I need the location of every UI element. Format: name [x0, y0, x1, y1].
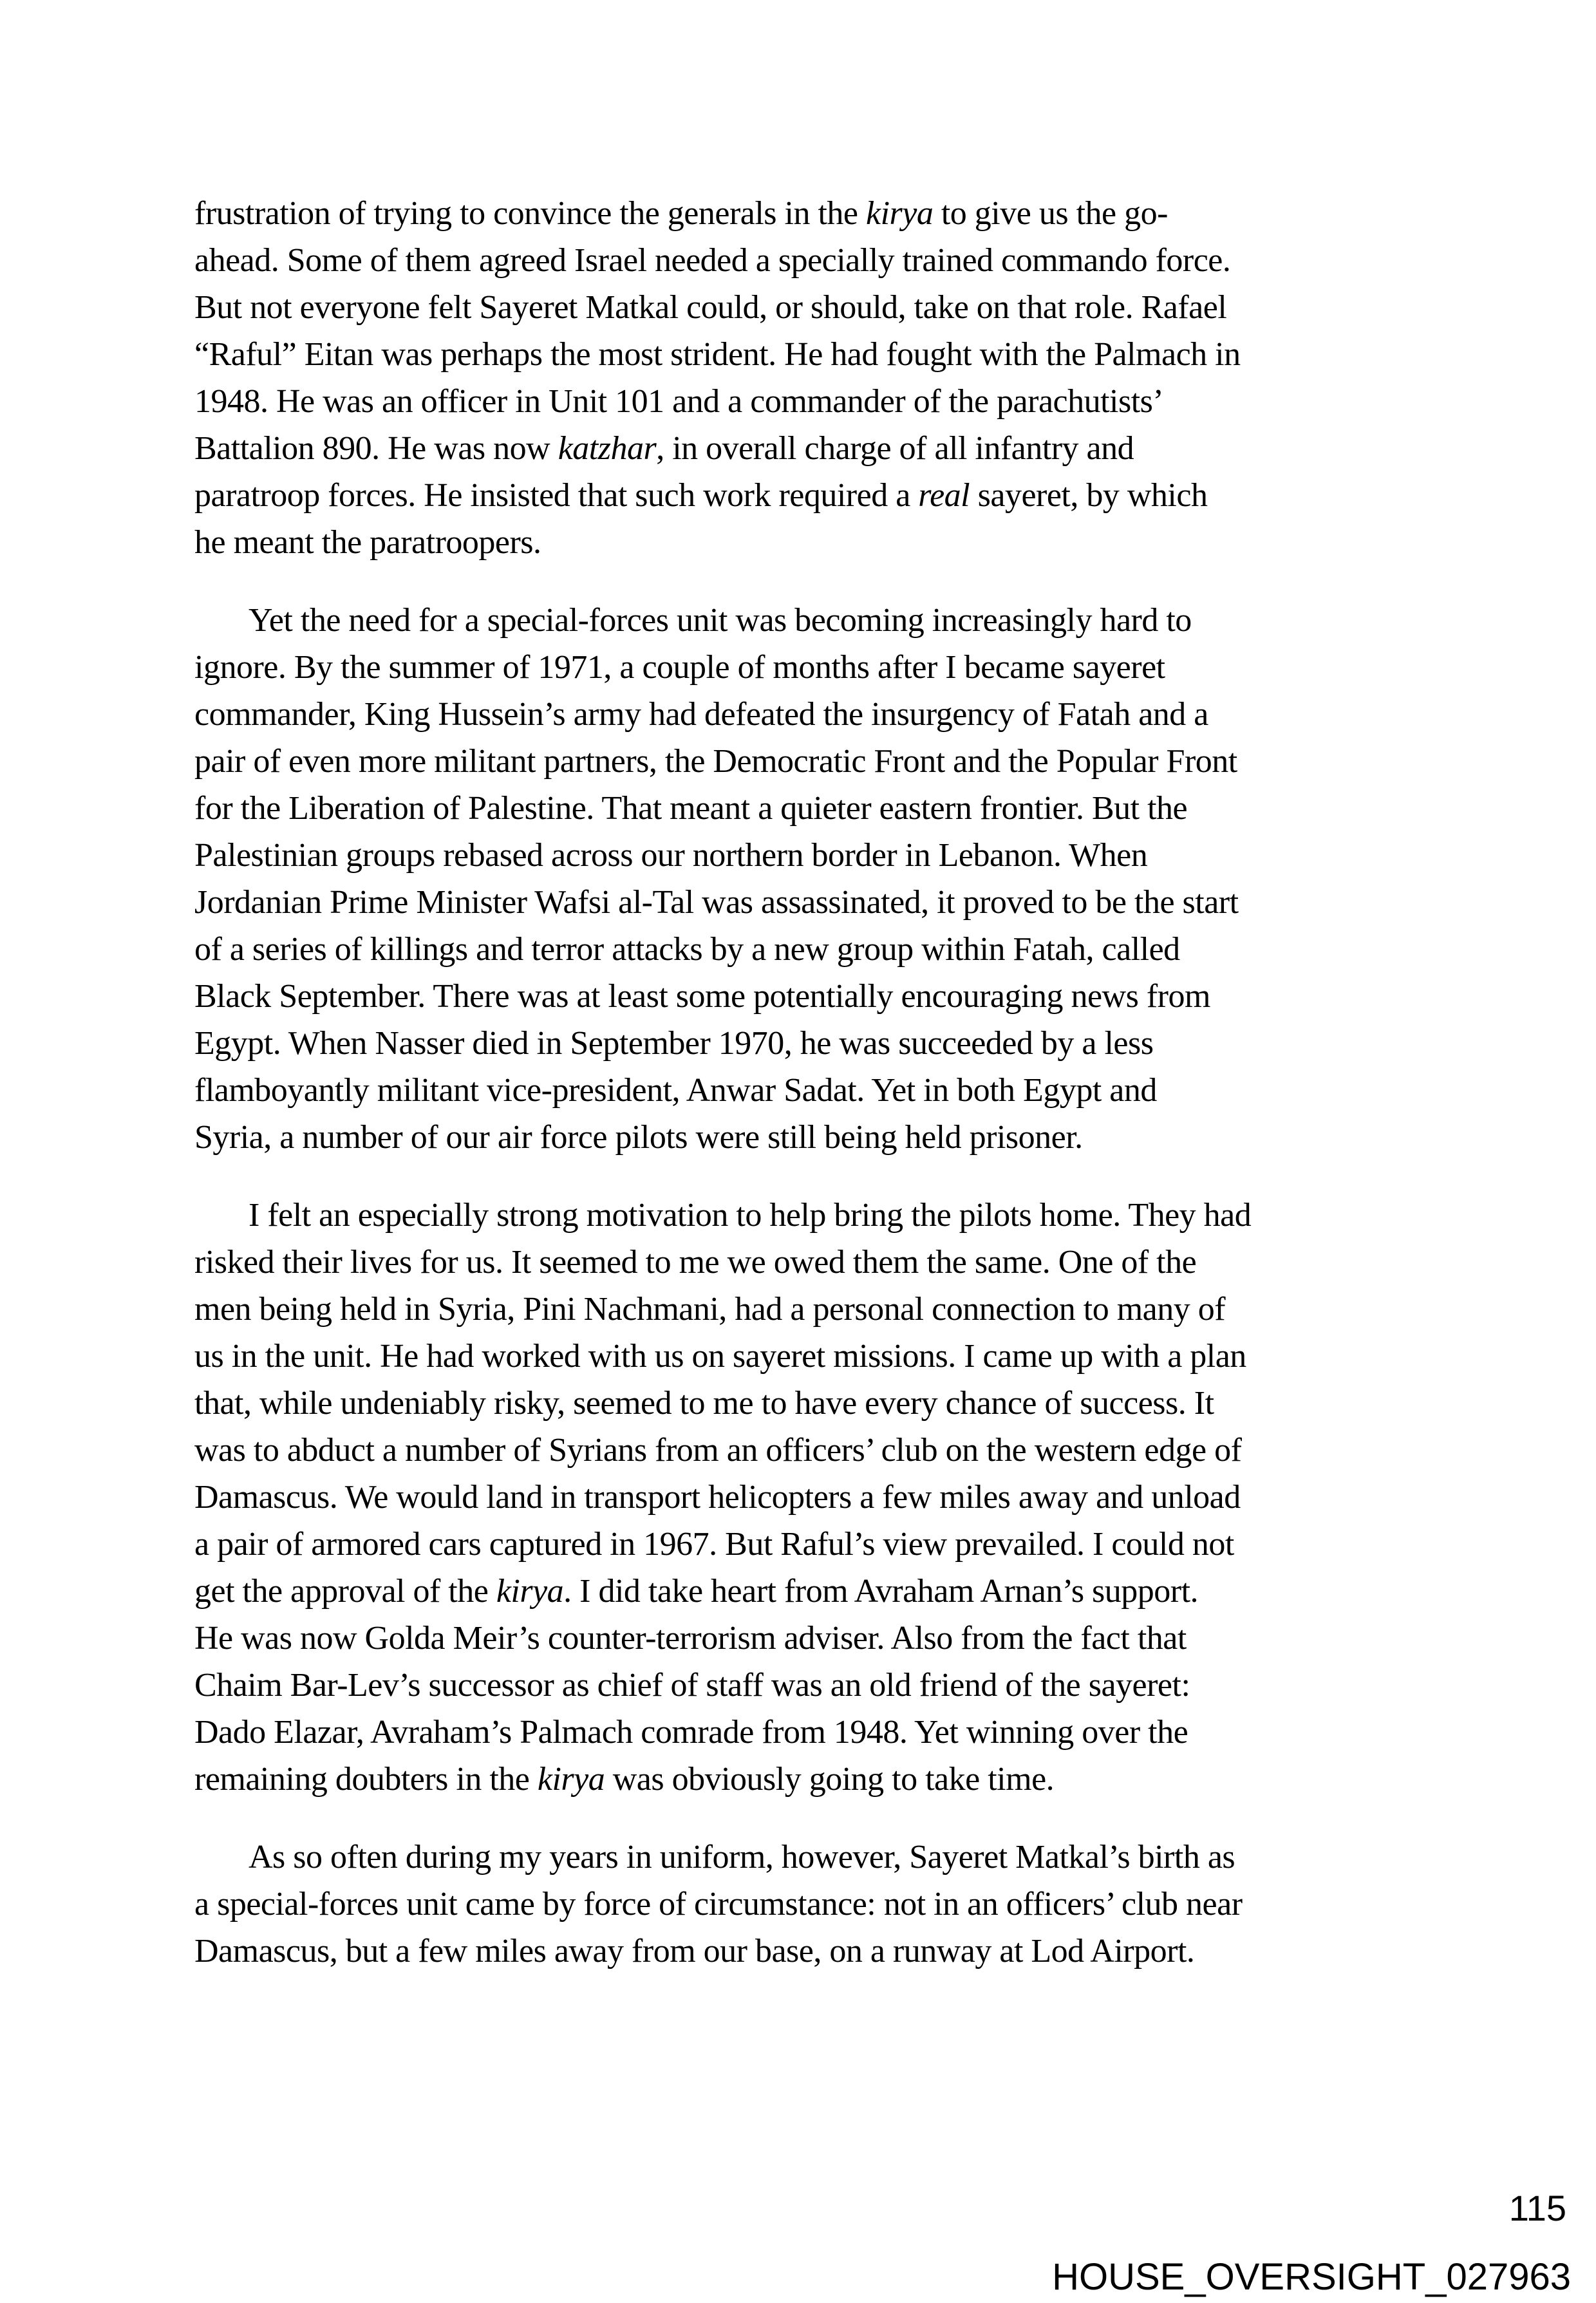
text-line: Damascus. We would land in transport helicopters a few miles away and unload [194, 1479, 1241, 1516]
text-line: paratroop forces. He insisted that such work required a real sayeret, by which [194, 477, 1208, 514]
text-line: he meant the paratroopers. [194, 524, 541, 561]
text-line: commander, King Hussein’s army had defeated the insurgency of Fatah and a [194, 696, 1208, 733]
text-line: us in the unit. He had worked with us on sayeret missions. I came up with a plan [194, 1338, 1246, 1375]
text-line: Dado Elazar, Avraham’s Palmach comrade from 1948. Yet winning over the [194, 1714, 1188, 1751]
text-line: Palestinian groups rebased across our northern border in Lebanon. When [194, 837, 1148, 874]
text-line: I felt an especially strong motivation to help bring the pilots home. They had [249, 1197, 1252, 1234]
text-line: 1948. He was an officer in Unit 101 and a commander of the parachutists’ [194, 383, 1164, 420]
text-line: flamboyantly militant vice-president, Anwar Sadat. Yet in both Egypt and [194, 1072, 1157, 1109]
text-line: men being held in Syria, Pini Nachmani, had a personal connection to many of [194, 1291, 1226, 1328]
text-line: But not everyone felt Sayeret Matkal could, or should, take on that role. Rafael [194, 289, 1227, 326]
text-line: ignore. By the summer of 1971, a couple of months after I became sayeret [194, 649, 1165, 686]
text-line: Syria, a number of our air force pilots were still being held prisoner. [194, 1119, 1083, 1156]
body-text [194, 190, 1424, 1975]
text-line: As so often during my years in uniform, however, Sayeret Matkal’s birth as [249, 1839, 1235, 1875]
text-line: Jordanian Prime Minister Wafsi al-Tal was assassinated, it proved to be the start [194, 884, 1239, 921]
text-line: Battalion 890. He was now katzhar, in overall charge of all infantry and [194, 430, 1134, 467]
paragraph [194, 1192, 1424, 1803]
text-line: pair of even more militant partners, the Democratic Front and the Popular Front [194, 743, 1237, 780]
text-line: get the approval of the kirya. I did take heart from Avraham Arnan’s support. [194, 1573, 1199, 1610]
paragraph [194, 190, 1424, 566]
text-line: was to abduct a number of Syrians from an officers’ club on the western edge of [194, 1432, 1242, 1469]
text-line: frustration of trying to convince the generals in the kirya to give us the go- [194, 195, 1168, 232]
paragraph [194, 597, 1424, 1161]
text-line: a special-forces unit came by force of circumstance: not in an officers’ club near [194, 1886, 1243, 1922]
bates-stamp: HOUSE_OVERSIGHT_027963 [1052, 2256, 1571, 2298]
text-line: remaining doubters in the kirya was obviously going to take time. [194, 1761, 1055, 1798]
text-line: Yet the need for a special-forces unit was becoming increasingly hard to [249, 602, 1192, 639]
page-number: 115 [1508, 2188, 1566, 2228]
text-line: ahead. Some of them agreed Israel needed a specially trained commando force. [194, 242, 1231, 279]
text-line: risked their lives for us. It seemed to me we owed them the same. One of the [194, 1244, 1197, 1281]
text-line: Damascus, but a few miles away from our base, on a runway at Lod Airport. [194, 1933, 1195, 1969]
paragraph [194, 1834, 1424, 1975]
text-line: “Raful” Eitan was perhaps the most strident. He had fought with the Palmach in [194, 336, 1241, 373]
text-line: Chaim Bar-Lev’s successor as chief of staff was an old friend of the sayeret: [194, 1667, 1190, 1704]
text-line: of a series of killings and terror attacks by a new group within Fatah, called [194, 931, 1180, 968]
text-line: Egypt. When Nasser died in September 1970, he was succeeded by a less [194, 1025, 1154, 1062]
text-line: that, while undeniably risky, seemed to me to have every chance of success. It [194, 1385, 1214, 1422]
text-line: Black September. There was at least some potentially encouraging news from [194, 978, 1210, 1015]
text-line: He was now Golda Meir’s counter-terrorism adviser. Also from the fact that [194, 1620, 1187, 1657]
text-line: for the Liberation of Palestine. That meant a quieter eastern frontier. But the [194, 790, 1188, 827]
text-line: a pair of armored cars captured in 1967. But Raful’s view prevailed. I could not [194, 1526, 1234, 1563]
